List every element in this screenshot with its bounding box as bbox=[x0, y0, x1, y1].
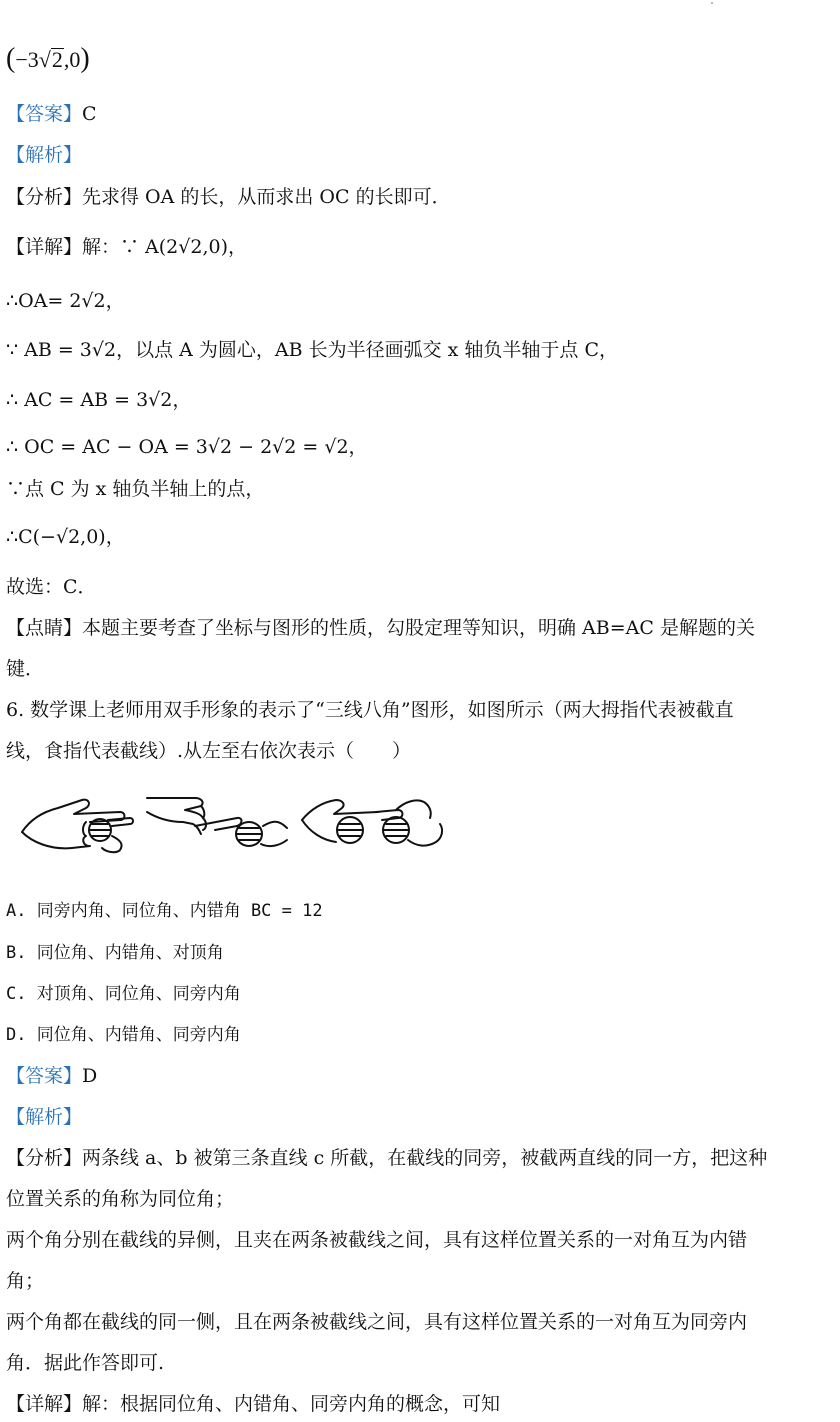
answer-value-2: D bbox=[82, 1065, 98, 1087]
detail-line-2: 【详解】解：根据同位角、内错角、同旁内角的概念，可知 bbox=[6, 1393, 501, 1415]
hand-pair-2-icon bbox=[147, 798, 287, 846]
analysis-line-7: 角．据此作答即可. bbox=[6, 1352, 165, 1374]
analysis-tag-2: 【解析】 bbox=[6, 1106, 83, 1128]
step-ab: ∵ AB = 3√2，以点 A 为圆心，AB 长为半径画弧交 x 轴负半轴于点 C， bbox=[6, 339, 618, 361]
analysis-tag-1: 【解析】 bbox=[6, 144, 83, 166]
answer-tag: 【答案】 bbox=[6, 103, 83, 125]
step-ac: ∴ AC = AB = 3√2， bbox=[6, 389, 192, 411]
option-c: C. 对顶角、同位角、同旁内角 bbox=[6, 984, 241, 1004]
answer-line-2 bbox=[6, 1063, 97, 1089]
hands-icon bbox=[20, 790, 450, 864]
hand-pair-3-icon bbox=[302, 800, 442, 846]
question-6-line-1: 6. 数学课上老师用双手形象的表示了“三线八角”图形，如图所示（两大拇指代表被截直 bbox=[6, 699, 734, 721]
step-oa: ∴OA= 2√2， bbox=[6, 290, 125, 312]
comment-line-2: 键． bbox=[6, 658, 45, 680]
question-6-line-2: 线，食指代表截线）.从左至右依次表示（ ） bbox=[6, 740, 412, 762]
scan-dot bbox=[711, 2, 713, 4]
detail-line-1 bbox=[6, 234, 247, 260]
answer-tag-2: 【答案】 bbox=[6, 1065, 83, 1087]
choose-line-1: 故选：C． bbox=[6, 576, 97, 598]
analysis-line-6: 两个角都在截线的同一侧，且在两条被截线之间，具有这样位置关系的一对角互为同旁内 bbox=[6, 1311, 748, 1333]
option-a: A. 同旁内角、同位角、内错角 BC = 12 bbox=[6, 901, 323, 921]
answer-option-d-coordinate: (−3√2,0) bbox=[6, 43, 90, 74]
analysis-line-5: 角； bbox=[6, 1270, 45, 1292]
analysis-line-4: 两个角分别在截线的异侧，且夹在两条被截线之间，具有这样位置关系的一对角互为内错 bbox=[6, 1229, 748, 1251]
answer-value: C bbox=[82, 103, 97, 125]
option-b: B. 同位角、内错角、对顶角 bbox=[6, 943, 224, 963]
comment-line-1: 【点睛】本题主要考查了坐标与图形的性质，勾股定理等知识，明确 AB=AC 是解题的关 bbox=[6, 617, 755, 639]
hand-pair-1-icon bbox=[22, 800, 133, 853]
step-oc: ∴ OC = AC − OA = 3√2 − 2√2 = √2， bbox=[6, 436, 368, 458]
analysis-line-2: 【分析】两条线 a、b 被第三条直线 c 所截，在截线的同旁，被截两直线的同一方，把这种 bbox=[6, 1147, 768, 1169]
option-d: D. 同位角、内错角、同旁内角 bbox=[6, 1025, 241, 1045]
step-c-coordinate: ∴C(−√2,0)， bbox=[6, 526, 125, 548]
step-point-c: ∵点 C 为 x 轴负半轴上的点， bbox=[6, 478, 265, 500]
analysis-line-3: 位置关系的角称为同位角； bbox=[6, 1188, 235, 1210]
analysis-line-1: 【分析】先求得 OA 的长，从而求出 OC 的长即可． bbox=[6, 186, 451, 208]
detail-line-1-text: 【详解】解：∵ A(2√2,0)， bbox=[6, 236, 247, 258]
answer-line-1 bbox=[6, 101, 97, 127]
